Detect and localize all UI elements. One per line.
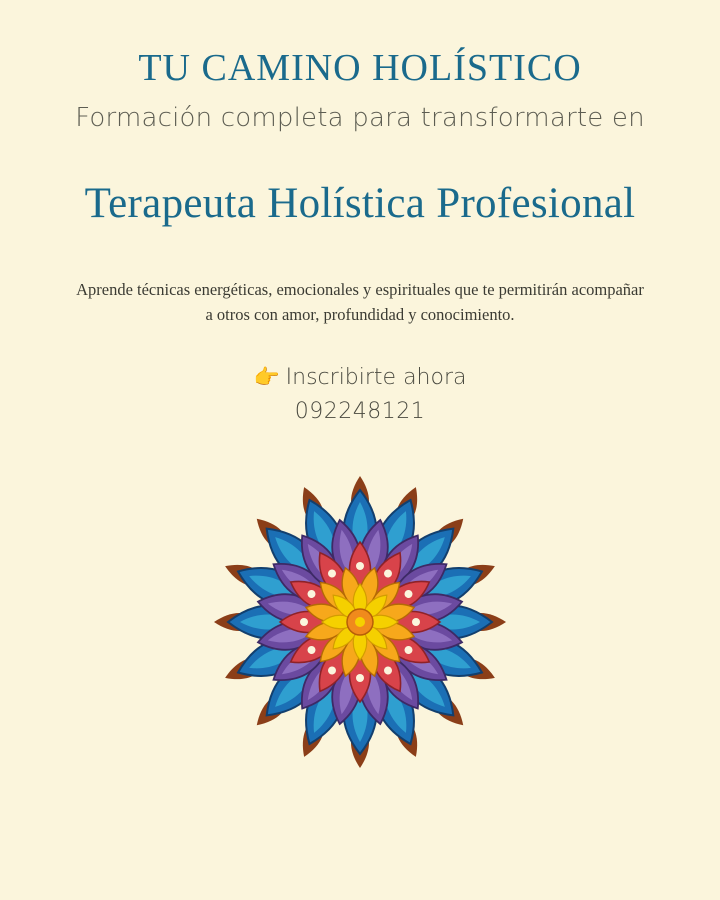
call-to-action[interactable] (254, 362, 467, 428)
page-title: TU CAMINO HOLÍSTICO (138, 47, 582, 89)
cta-phone-number[interactable]: 092248121 (294, 398, 426, 424)
description-text (65, 277, 655, 328)
description-line-2: a otros con amor, profundidad y conocimiento. (205, 305, 515, 325)
cta-label[interactable]: Inscribirte ahora (285, 365, 467, 391)
mandala-ornament-icon (210, 472, 510, 772)
mandala-illustration (210, 472, 510, 772)
page-subtitle: Formación completa para transformarte en (75, 102, 645, 133)
pointing-hand-icon: 👉 (253, 365, 280, 390)
description-line-1: Aprende técnicas energéticas, emocionales y espirituales que te permitirán acompañar (76, 279, 644, 299)
course-title: Terapeuta Holística Profesional (84, 180, 636, 228)
